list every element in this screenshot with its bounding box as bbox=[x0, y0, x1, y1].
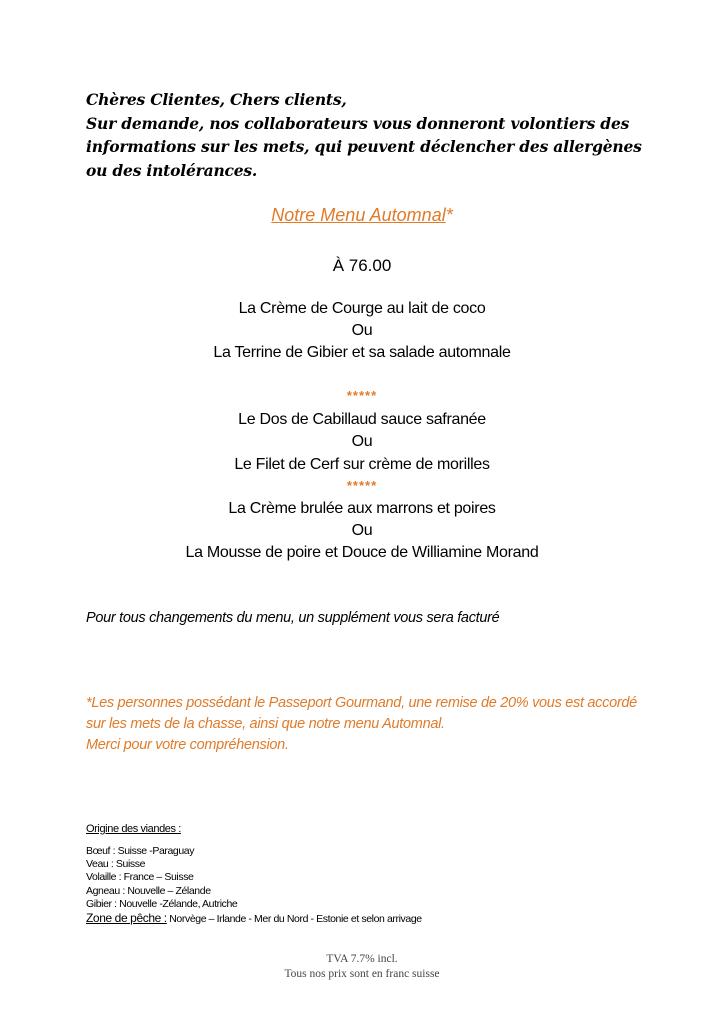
passeport-discount: *Les personnes possédant le Passeport Gourmand, une remise de 20% vous est accordé sur les mets de la chasse, ainsi que notre menu Automnal. bbox=[86, 695, 637, 732]
origin-item: Agneau : Nouvelle – Zélande bbox=[86, 884, 211, 897]
origin-item: Gibier : Nouvelle -Zélande, Autriche bbox=[86, 897, 238, 910]
footer bbox=[0, 952, 724, 982]
course-separator: ***** bbox=[346, 478, 378, 493]
dish: Le Filet de Cerf sur crème de morilles bbox=[234, 456, 490, 473]
passeport-note bbox=[86, 693, 646, 756]
dish: La Mousse de poire et Douce de Williamine Morand bbox=[185, 544, 539, 561]
origin-item: Veau : Suisse bbox=[86, 858, 146, 871]
dish: La Crème brulée aux marrons et poires bbox=[228, 500, 496, 517]
or-label: Ou bbox=[351, 522, 373, 539]
origin-item: Volaille : France – Suisse bbox=[86, 871, 194, 884]
menu-title bbox=[0, 205, 724, 226]
origins-list bbox=[86, 845, 422, 926]
course-separator: ***** bbox=[346, 388, 378, 403]
thanks-text: Merci pour votre compréhension. bbox=[86, 737, 289, 753]
origins-heading: Origine des viandes : bbox=[86, 823, 181, 835]
supplement-note: Pour tous changements du menu, un supplément vous sera facturé bbox=[86, 610, 500, 626]
currency-note: Tous nos prix sont en franc suisse bbox=[284, 968, 440, 980]
menu-price: À 76.00 bbox=[332, 256, 392, 275]
allergen-notice: Sur demande, nos collaborateurs vous donneront volontiers des informations sur les mets, qui peuvent déclencher des allergènes ou des intolérances. bbox=[86, 113, 642, 180]
tva-note: TVA 7.7% incl. bbox=[326, 953, 398, 965]
origin-item: Bœuf : Suisse -Paraguay bbox=[86, 845, 195, 857]
dish: La Terrine de Gibier et sa salade automnale bbox=[213, 344, 511, 361]
or-label: Ou bbox=[351, 322, 373, 339]
menu-title-asterisk: * bbox=[445, 205, 453, 225]
dish: La Crème de Courge au lait de coco bbox=[238, 300, 486, 317]
fishing-zone-value: Norvège – Irlande - Mer du Nord - Estonie et selon arrivage bbox=[166, 913, 422, 926]
menu-title-text: Notre Menu Automnal bbox=[271, 205, 446, 225]
fishing-zone bbox=[86, 912, 422, 926]
dish: Le Dos de Cabillaud sauce safranée bbox=[238, 411, 486, 428]
fishing-zone-label: Zone de pêche : bbox=[86, 911, 167, 926]
intro-text bbox=[86, 88, 646, 182]
or-label: Ou bbox=[351, 433, 373, 450]
greeting: Chères Clientes, Chers clients, bbox=[86, 90, 347, 109]
